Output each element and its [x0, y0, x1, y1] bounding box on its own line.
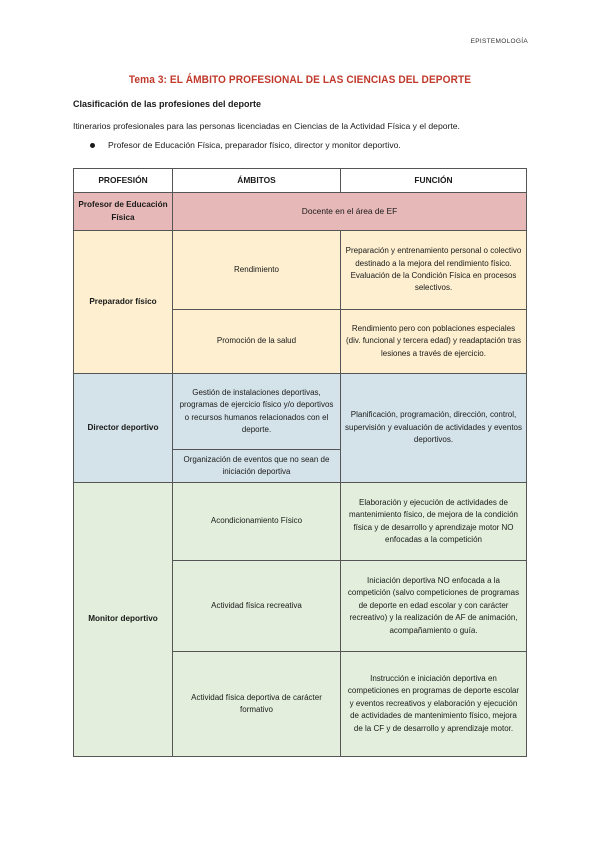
- header-tag: EPISTEMOLOGÍA: [470, 38, 528, 45]
- profesion-cell-monitor: Monitor deportivo: [74, 483, 173, 757]
- table-row-monitor-1: [74, 483, 527, 561]
- ambito-cell-recreativa: Actividad física recreativa: [173, 561, 341, 652]
- ambito-cell-rendimiento: Rendimiento: [173, 231, 341, 310]
- table-header-row: [74, 169, 527, 193]
- bullet-text: Profesor de Educación Física, preparador físico, director y monitor deportivo.: [108, 140, 401, 150]
- header-funcion: FUNCIÓN: [341, 169, 527, 193]
- funcion-cell-acondicionamiento: Elaboración y ejecución de actividades de mantenimiento físico, de mejora de la condición física y de desarrollo y aprendizaje motor NO enfocadas a la competición: [341, 483, 527, 561]
- table-row-director-1: [74, 374, 527, 450]
- ambito-cell-formativo: Actividad física deportiva de carácter formativo: [173, 652, 341, 757]
- section-heading: Clasificación de las profesiones del deporte: [73, 99, 262, 109]
- bullet-list-item: [90, 140, 401, 150]
- bullet-icon: [90, 143, 95, 148]
- profesion-cell-director: Director deportivo: [74, 374, 173, 483]
- table-row-preparador-1: [74, 231, 527, 310]
- header-ambitos: ÁMBITOS: [173, 169, 341, 193]
- profesion-cell-ef: Profesor de Educación Física: [74, 193, 173, 231]
- page-title: Tema 3: EL ÁMBITO PROFESIONAL DE LAS CIENCIAS DEL DEPORTE: [128, 74, 472, 86]
- funcion-cell-rendimiento: Preparación y entrenamiento personal o colectivo destinado a la mejora del rendimiento físico. Evaluación de la Condición Física en procesos selectivos.: [341, 231, 527, 310]
- header-profesion: PROFESIÓN: [74, 169, 173, 193]
- intro-paragraph: Itinerarios profesionales para las personas licenciadas en Ciencias de la Actividad Física y el deporte.: [73, 121, 460, 131]
- ambito-cell-eventos: Organización de eventos que no sean de iniciación deportiva: [173, 450, 341, 483]
- funcion-cell-formativo: Instrucción e iniciación deportiva en competiciones en programas de deporte escolar y eventos recreativos y elaboración y ejecución de actividades de mantenimiento físico, mejora de la CF y de desarrollo y aprendizaje motor.: [341, 652, 527, 757]
- funcion-cell-salud: Rendimiento pero con poblaciones especiales (div. funcional y tercera edad) y readaptación tras lesiones a través de ejercicio.: [341, 310, 527, 374]
- ambito-cell-gestion: Gestión de instalaciones deportivas, programas de ejercicio físico y/o deportivos o recursos humanos relacionados con el deporte.: [173, 374, 341, 450]
- funcion-cell-recreativa: Iniciación deportiva NO enfocada a la competición (salvo competiciones de programas de deporte en edad escolar y con carácter recreativo) y la realización de AF de animación, acompañamiento o guía.: [341, 561, 527, 652]
- professions-table: [73, 168, 527, 757]
- profesion-cell-preparador: Preparador físico: [74, 231, 173, 374]
- funcion-cell-director: Planificación, programación, dirección, control, supervisión y evaluación de actividades y eventos deportivos.: [341, 374, 527, 483]
- ambito-cell-salud: Promoción de la salud: [173, 310, 341, 374]
- merged-cell-ef: Docente en el área de EF: [173, 193, 527, 231]
- table-row-ef: [74, 193, 527, 231]
- ambito-cell-acondicionamiento: Acondicionamiento Físico: [173, 483, 341, 561]
